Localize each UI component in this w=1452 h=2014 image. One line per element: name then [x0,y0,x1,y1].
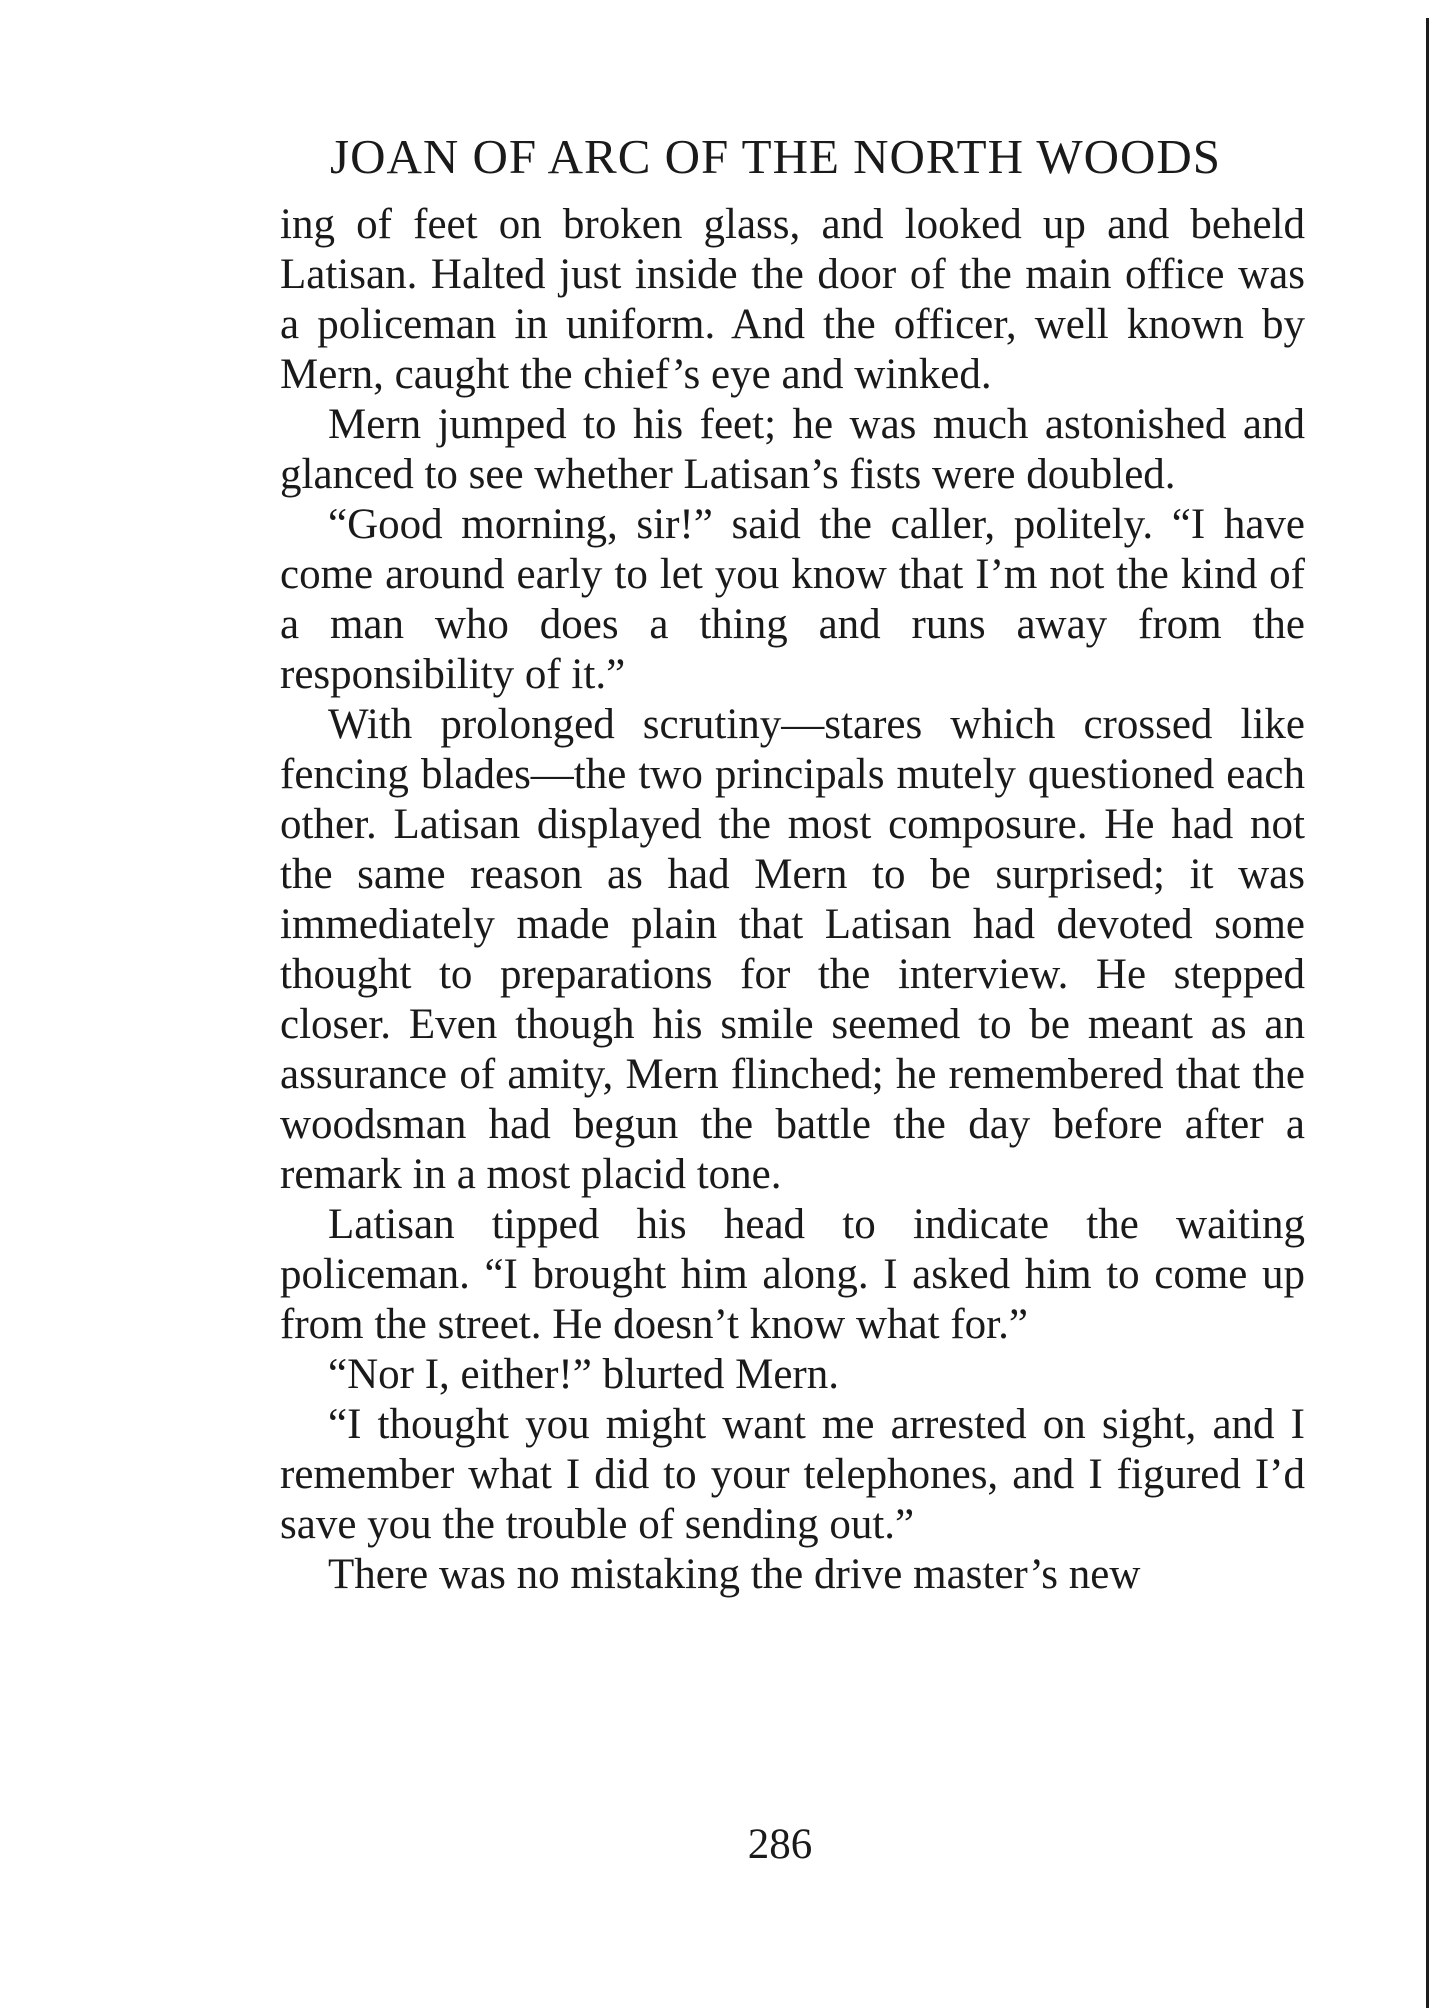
running-head: JOAN OF ARC OF THE NORTH WOODS [330,129,1222,184]
paragraph-8: There was no mistaking the drive master’s new [328,1551,1141,1598]
paragraph-6: “Nor I, either!” blurted Mern. [328,1351,840,1398]
page-number: 286 [747,1821,813,1868]
paragraph-5: Latisan tipped his head to indicate the waiting policeman. “I brought him along. I asked him to come up from the street. He doesn’t know what for.” [280,1201,1305,1348]
body-text [280,200,1305,1600]
paragraph-3: “Good morning, sir!” said the caller, politely. “I have come around early to let you know that I’m not the kind of a man who does a thing and runs away from the responsibility of it.” [280,501,1305,698]
page-edge-line [1426,18,1429,2008]
paragraph-2: Mern jumped to his feet; he was much astonished and glanced to see whether Latisan’s fists were doubled. [280,401,1305,498]
paragraph-4: With prolonged scrutiny—stares which crossed like fencing blades—the two principals mutely questioned each other. Latisan displayed the most composure. He had not the same reason as had Mern to be surprised; it was immediately made plain that Latisan had devoted some thought to preparations for the interview. He stepped closer. Even though his smile seemed to be meant as an assurance of amity, Mern flinched; he remembered that the woodsman had begun the battle the day before after a remark in a most placid tone. [280,701,1305,1198]
paragraph-7: “I thought you might want me arrested on sight, and I remember what I did to your telephones, and I figured I’d save you the trouble of sending out.” [280,1401,1305,1548]
paragraph-1: ing of feet on broken glass, and looked up and beheld Latisan. Halted just inside the door of the main office was a policeman in uniform. And the officer, well known by Mern, caught the chief’s eye and winked. [280,201,1305,398]
